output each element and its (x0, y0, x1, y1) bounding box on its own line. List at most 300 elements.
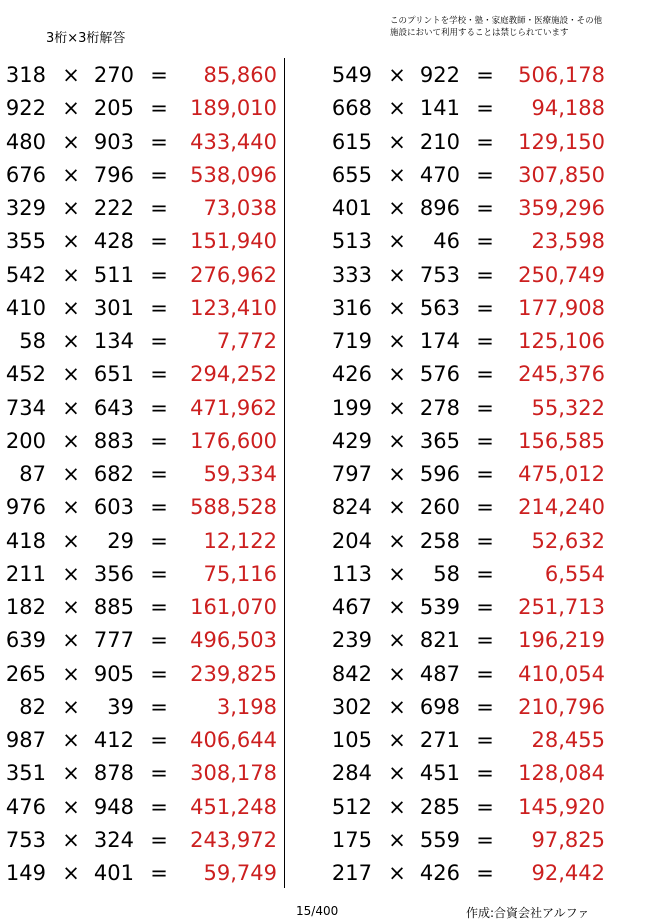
times-sign: × (388, 827, 406, 852)
equals-sign: = (476, 861, 494, 885)
answer: 239,825 (190, 661, 277, 686)
multiplicand: 217 (331, 861, 372, 885)
multiplier: 753 (419, 262, 460, 287)
multiplicand: 199 (331, 395, 372, 420)
times-sign: × (388, 861, 406, 885)
multiplier: 896 (419, 196, 460, 220)
answer: 276,962 (190, 262, 277, 287)
equals-sign: = (150, 196, 168, 220)
answer: 151,940 (190, 229, 277, 254)
problem-row (326, 657, 636, 690)
equals-sign: = (476, 395, 494, 420)
problem-row (326, 357, 636, 390)
equals-sign: = (476, 362, 494, 387)
answer: 3,198 (216, 694, 277, 719)
multiplicand: 149 (5, 861, 46, 885)
multiplier: 210 (419, 129, 460, 154)
multiplicand: 105 (331, 728, 372, 752)
problem-row (326, 524, 636, 557)
answer: 245,376 (518, 362, 605, 387)
problem-row (326, 125, 636, 158)
multiplier: 643 (93, 395, 134, 420)
times-sign: × (62, 761, 80, 786)
problem-row (0, 756, 310, 789)
times-sign: × (388, 628, 406, 653)
times-sign: × (62, 561, 80, 586)
times-sign: × (62, 595, 80, 619)
answer: 250,749 (518, 262, 605, 287)
multiplier: 559 (419, 827, 460, 852)
multiplier: 948 (93, 794, 134, 819)
multiplicand: 429 (331, 428, 372, 453)
answer: 73,038 (203, 196, 277, 220)
multiplier: 698 (419, 694, 460, 719)
equals-sign: = (476, 63, 494, 87)
equals-sign: = (476, 694, 494, 719)
multiplicand: 265 (5, 661, 46, 686)
answer: 92,442 (531, 861, 605, 885)
times-sign: × (388, 595, 406, 619)
multiplicand: 410 (5, 295, 46, 320)
multiplier: 46 (433, 229, 460, 254)
answer: 294,252 (190, 362, 277, 387)
multiplier: 539 (419, 595, 460, 619)
page-title: 3桁×3桁解答 (46, 31, 126, 46)
equals-sign: = (150, 495, 168, 520)
times-sign: × (62, 628, 80, 653)
answer: 85,860 (203, 63, 277, 87)
times-sign: × (62, 229, 80, 254)
multiplier: 470 (419, 162, 460, 187)
equals-sign: = (150, 229, 168, 254)
multiplier: 777 (93, 628, 134, 653)
multiplicand: 82 (19, 694, 46, 719)
problem-row (0, 823, 310, 856)
equals-sign: = (150, 827, 168, 852)
answer: 125,106 (518, 329, 605, 353)
problem-row (326, 191, 636, 224)
multiplier: 511 (93, 262, 134, 287)
multiplier: 426 (419, 861, 460, 885)
equals-sign: = (150, 96, 168, 121)
times-sign: × (388, 229, 406, 254)
equals-sign: = (476, 761, 494, 786)
multiplicand: 987 (5, 728, 46, 752)
multiplier: 878 (93, 761, 134, 786)
problem-row (0, 457, 310, 490)
answer: 177,908 (518, 295, 605, 320)
page-number: 15/400 (296, 904, 339, 918)
multiplicand: 351 (5, 761, 46, 786)
problem-row (326, 258, 636, 291)
multiplicand: 182 (5, 595, 46, 619)
multiplicand: 655 (331, 162, 372, 187)
times-sign: × (62, 794, 80, 819)
usage-notice (390, 15, 602, 39)
times-sign: × (388, 528, 406, 553)
times-sign: × (388, 495, 406, 520)
equals-sign: = (150, 628, 168, 653)
equals-sign: = (476, 495, 494, 520)
problem-row (0, 557, 310, 590)
multiplier: 821 (419, 628, 460, 653)
answer: 94,188 (531, 96, 605, 121)
times-sign: × (388, 462, 406, 486)
equals-sign: = (150, 761, 168, 786)
equals-sign: = (476, 129, 494, 154)
times-sign: × (62, 162, 80, 187)
multiplier: 258 (419, 528, 460, 553)
multiplier: 682 (93, 462, 134, 486)
multiplicand: 753 (5, 827, 46, 852)
problem-row (326, 723, 636, 756)
times-sign: × (388, 196, 406, 220)
multiplier: 278 (419, 395, 460, 420)
multiplier: 39 (107, 694, 134, 719)
multiplicand: 513 (331, 229, 372, 254)
answer: 243,972 (190, 827, 277, 852)
times-sign: × (62, 728, 80, 752)
problem-row (0, 623, 310, 656)
multiplicand: 824 (331, 495, 372, 520)
equals-sign: = (150, 462, 168, 486)
multiplicand: 797 (331, 462, 372, 486)
multiplicand: 542 (5, 262, 46, 287)
times-sign: × (388, 362, 406, 387)
answer: 210,796 (518, 694, 605, 719)
times-sign: × (62, 295, 80, 320)
answer: 156,585 (518, 428, 605, 453)
multiplicand: 476 (5, 794, 46, 819)
equals-sign: = (150, 661, 168, 686)
times-sign: × (62, 495, 80, 520)
problem-row (326, 690, 636, 723)
problem-row (326, 457, 636, 490)
times-sign: × (62, 63, 80, 87)
multiplier: 451 (419, 761, 460, 786)
problem-row (0, 58, 310, 91)
answer: 433,440 (190, 129, 277, 154)
problem-row (0, 391, 310, 424)
multiplicand: 211 (5, 561, 46, 586)
equals-sign: = (476, 262, 494, 287)
times-sign: × (62, 827, 80, 852)
right-problem-column (326, 58, 636, 889)
multiplier: 603 (93, 495, 134, 520)
equals-sign: = (476, 229, 494, 254)
problem-row (326, 590, 636, 623)
equals-sign: = (150, 262, 168, 287)
times-sign: × (388, 761, 406, 786)
equals-sign: = (476, 196, 494, 220)
equals-sign: = (150, 129, 168, 154)
problem-row (326, 424, 636, 457)
problem-row (0, 590, 310, 623)
answer: 410,054 (518, 661, 605, 686)
multiplicand: 302 (331, 694, 372, 719)
multiplier: 596 (419, 462, 460, 486)
multiplicand: 113 (331, 561, 372, 586)
multiplier: 903 (93, 129, 134, 154)
multiplicand: 355 (5, 229, 46, 254)
times-sign: × (388, 661, 406, 686)
times-sign: × (62, 129, 80, 154)
times-sign: × (62, 861, 80, 885)
equals-sign: = (150, 295, 168, 320)
multiplier: 487 (419, 661, 460, 686)
multiplicand: 615 (331, 129, 372, 154)
multiplier: 796 (93, 162, 134, 187)
problem-row (0, 258, 310, 291)
problem-row (326, 856, 636, 889)
usage-notice-line-1: このプリントを学校・塾・家庭教師・医療施設・その他 (390, 16, 603, 26)
multiplier: 922 (419, 63, 460, 87)
problem-row (0, 856, 310, 889)
problem-row (0, 723, 310, 756)
answer: 196,219 (518, 628, 605, 653)
multiplier: 29 (107, 528, 134, 553)
problem-row (326, 158, 636, 191)
times-sign: × (388, 694, 406, 719)
multiplicand: 239 (331, 628, 372, 653)
equals-sign: = (150, 694, 168, 719)
equals-sign: = (476, 329, 494, 353)
answer: 451,248 (190, 794, 277, 819)
equals-sign: = (476, 628, 494, 653)
answer: 251,713 (518, 595, 605, 619)
multiplicand: 58 (19, 329, 46, 353)
equals-sign: = (476, 728, 494, 752)
problem-row (0, 357, 310, 390)
problem-row (326, 324, 636, 357)
equals-sign: = (476, 827, 494, 852)
equals-sign: = (150, 861, 168, 885)
multiplicand: 329 (5, 196, 46, 220)
answer: 145,920 (518, 794, 605, 819)
problem-row (326, 224, 636, 257)
answer: 308,178 (190, 761, 277, 786)
answer: 471,962 (190, 395, 277, 420)
times-sign: × (62, 462, 80, 486)
answer: 475,012 (518, 462, 605, 486)
equals-sign: = (150, 595, 168, 619)
answer: 123,410 (190, 295, 277, 320)
multiplier: 205 (93, 96, 134, 121)
multiplicand: 204 (331, 528, 372, 553)
multiplicand: 418 (5, 528, 46, 553)
multiplicand: 401 (331, 196, 372, 220)
multiplier: 883 (93, 428, 134, 453)
answer: 75,116 (203, 561, 277, 586)
equals-sign: = (476, 428, 494, 453)
problem-row (326, 291, 636, 324)
problem-row (0, 690, 310, 723)
left-problem-column (0, 58, 310, 889)
author-credit: 作成:合資会社アルファ (466, 906, 590, 920)
multiplier: 324 (93, 827, 134, 852)
problem-row (0, 424, 310, 457)
times-sign: × (388, 728, 406, 752)
times-sign: × (388, 129, 406, 154)
answer: 406,644 (190, 728, 277, 752)
answer: 506,178 (518, 63, 605, 87)
answer: 128,084 (518, 761, 605, 786)
times-sign: × (62, 528, 80, 553)
usage-notice-line-2: 施設において利用することは禁じられています (390, 28, 569, 38)
problem-row (0, 490, 310, 523)
multiplier: 174 (419, 329, 460, 353)
multiplicand: 175 (331, 827, 372, 852)
multiplier: 905 (93, 661, 134, 686)
equals-sign: = (476, 595, 494, 619)
multiplier: 885 (93, 595, 134, 619)
problem-row (0, 324, 310, 357)
answer: 496,503 (190, 628, 277, 653)
problem-row (0, 291, 310, 324)
answer: 189,010 (190, 96, 277, 121)
equals-sign: = (476, 295, 494, 320)
equals-sign: = (150, 362, 168, 387)
answer: 7,772 (216, 329, 277, 353)
multiplicand: 719 (331, 329, 372, 353)
answer: 59,334 (203, 462, 277, 486)
times-sign: × (62, 262, 80, 287)
equals-sign: = (476, 96, 494, 121)
equals-sign: = (476, 528, 494, 553)
multiplier: 651 (93, 362, 134, 387)
multiplier: 134 (93, 329, 134, 353)
problem-row (326, 756, 636, 789)
equals-sign: = (150, 63, 168, 87)
equals-sign: = (150, 428, 168, 453)
times-sign: × (388, 395, 406, 420)
multiplicand: 333 (331, 262, 372, 287)
answer: 129,150 (518, 129, 605, 154)
multiplicand: 452 (5, 362, 46, 387)
times-sign: × (388, 329, 406, 353)
problem-row (326, 823, 636, 856)
multiplicand: 549 (331, 63, 372, 87)
multiplier: 58 (433, 561, 460, 586)
multiplier: 401 (93, 861, 134, 885)
times-sign: × (62, 196, 80, 220)
problem-row (0, 524, 310, 557)
problem-row (0, 191, 310, 224)
column-divider (284, 58, 285, 888)
answer: 52,632 (531, 528, 605, 553)
answer: 161,070 (190, 595, 277, 619)
answer: 97,825 (531, 827, 605, 852)
answer: 214,240 (518, 495, 605, 520)
multiplicand: 480 (5, 129, 46, 154)
multiplier: 428 (93, 229, 134, 254)
multiplicand: 668 (331, 96, 372, 121)
equals-sign: = (476, 561, 494, 586)
problem-row (326, 790, 636, 823)
times-sign: × (62, 96, 80, 121)
times-sign: × (388, 794, 406, 819)
equals-sign: = (476, 162, 494, 187)
multiplier: 270 (93, 63, 134, 87)
answer: 59,749 (203, 861, 277, 885)
problem-row (326, 623, 636, 656)
multiplicand: 318 (5, 63, 46, 87)
times-sign: × (388, 162, 406, 187)
problem-row (0, 790, 310, 823)
answer: 23,598 (531, 229, 605, 254)
multiplier: 356 (93, 561, 134, 586)
multiplicand: 512 (331, 794, 372, 819)
times-sign: × (62, 329, 80, 353)
answer: 12,122 (203, 528, 277, 553)
multiplicand: 639 (5, 628, 46, 653)
problem-row (326, 91, 636, 124)
equals-sign: = (476, 794, 494, 819)
times-sign: × (62, 362, 80, 387)
multiplicand: 734 (5, 395, 46, 420)
multiplier: 576 (419, 362, 460, 387)
equals-sign: = (476, 661, 494, 686)
problem-row (326, 490, 636, 523)
multiplicand: 467 (331, 595, 372, 619)
equals-sign: = (150, 528, 168, 553)
problem-row (0, 657, 310, 690)
times-sign: × (62, 661, 80, 686)
answer: 307,850 (518, 162, 605, 187)
multiplier: 412 (93, 728, 134, 752)
equals-sign: = (150, 395, 168, 420)
multiplicand: 976 (5, 495, 46, 520)
problem-row (0, 125, 310, 158)
times-sign: × (62, 694, 80, 719)
multiplicand: 87 (19, 462, 46, 486)
multiplicand: 676 (5, 162, 46, 187)
times-sign: × (388, 295, 406, 320)
problem-row (326, 557, 636, 590)
equals-sign: = (150, 162, 168, 187)
multiplier: 301 (93, 295, 134, 320)
problem-row (326, 58, 636, 91)
times-sign: × (62, 428, 80, 453)
multiplicand: 316 (331, 295, 372, 320)
equals-sign: = (150, 794, 168, 819)
multiplicand: 922 (5, 96, 46, 121)
equals-sign: = (150, 728, 168, 752)
equals-sign: = (476, 462, 494, 486)
times-sign: × (62, 395, 80, 420)
answer: 538,096 (190, 162, 277, 187)
multiplicand: 426 (331, 362, 372, 387)
answer: 6,554 (544, 561, 605, 586)
equals-sign: = (150, 329, 168, 353)
answer: 55,322 (531, 395, 605, 420)
equals-sign: = (150, 561, 168, 586)
multiplier: 365 (419, 428, 460, 453)
problem-row (326, 391, 636, 424)
answer: 359,296 (518, 196, 605, 220)
multiplier: 222 (93, 196, 134, 220)
times-sign: × (388, 428, 406, 453)
answer: 588,528 (190, 495, 277, 520)
problem-row (0, 91, 310, 124)
multiplier: 563 (419, 295, 460, 320)
problem-row (0, 224, 310, 257)
multiplicand: 842 (331, 661, 372, 686)
times-sign: × (388, 96, 406, 121)
times-sign: × (388, 63, 406, 87)
times-sign: × (388, 262, 406, 287)
answer: 28,455 (531, 728, 605, 752)
